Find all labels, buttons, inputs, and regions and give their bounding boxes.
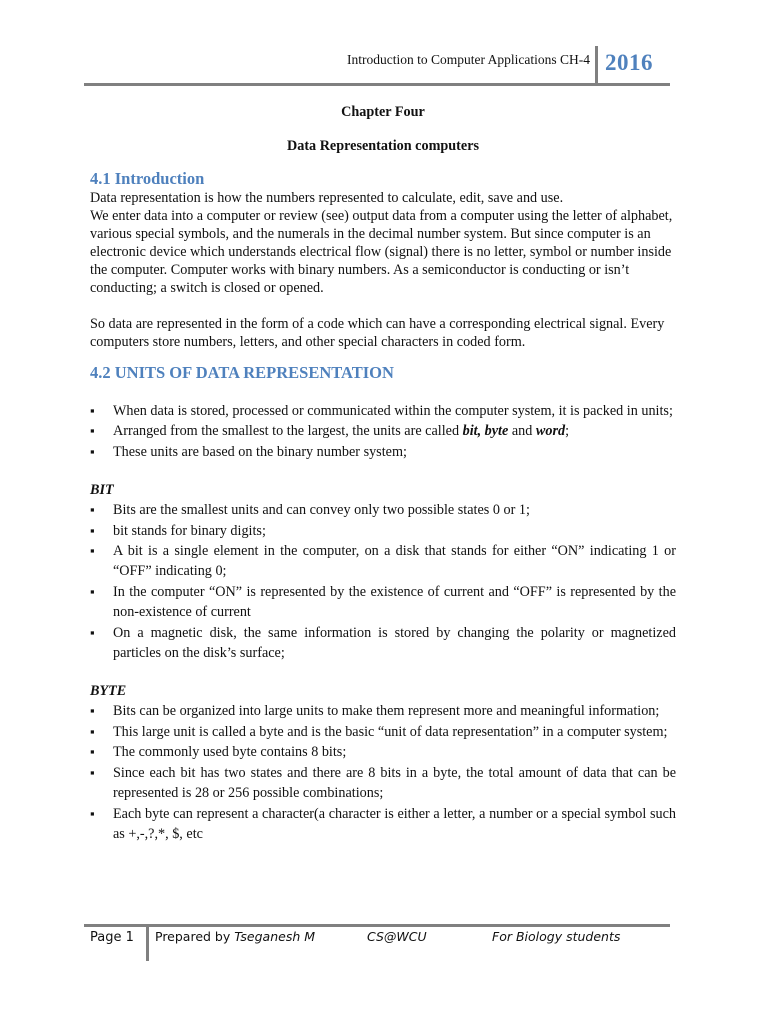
byte-list	[90, 701, 676, 844]
units-heading: 4.2 UNITS OF DATA REPRESENTATION	[90, 363, 394, 382]
term-word: word	[535, 423, 566, 440]
header-title: Introduction to Computer Applications CH-4	[347, 52, 590, 67]
bit-list	[90, 500, 676, 663]
list-item	[90, 421, 676, 441]
list-item: ▪ When data is stored, processed or communicated within the computer system, it is packed in units;	[90, 401, 676, 421]
list-item: ▪ This large unit is called a byte and is the basic “unit of data representation” in a computer system;	[90, 722, 676, 742]
page-content	[90, 101, 676, 844]
list-item: ▪ Bits are the smallest units and can convey only two possible states 0 or 1;	[90, 500, 676, 520]
list-item: ▪ Bits can be organized into large units to make them represent more and meaningful information;	[90, 701, 676, 721]
intro-paragraph-2: So data are represented in the form of a code which can have a corresponding electrical signal. Every computers store numbers, letters, and other special characters in coded form.	[90, 316, 665, 350]
byte-heading: BYTE	[90, 683, 127, 700]
header-divider	[595, 46, 598, 84]
chapter-subtitle: Data Representation computers	[286, 138, 480, 154]
list-item: ▪ A bit is a single element in the computer, on a disk that stands for either “ON” indicating 1 or “OFF” indicating 0;	[90, 541, 676, 582]
list-item: ▪ Since each bit has two states and there are 8 bits in a byte, the total amount of data that can be represented is 28 or 256 possible combinations;	[90, 763, 676, 804]
prepared-label: Prepared by	[155, 929, 235, 944]
list-item: ▪ These units are based on the binary number system;	[90, 442, 676, 462]
units-list	[90, 401, 676, 462]
footer-prepared-by	[155, 929, 315, 944]
footer-rule	[84, 924, 670, 927]
header-rule	[84, 83, 670, 86]
footer-audience: For Biology students	[492, 929, 621, 944]
list-item: ▪ The commonly used byte contains 8 bits;	[90, 742, 676, 762]
list-item: ▪ Each byte can represent a character(a character is either a letter, a number or a special symbol such as +,-,?,*, $, etc	[90, 804, 676, 845]
intro-line: Data representation is how the numbers represented to calculate, edit, save and use.	[90, 190, 564, 206]
list-item-text: Arranged from the smallest to the largest, the units are called	[113, 423, 463, 440]
term-bit-byte: bit, byte	[462, 423, 509, 440]
author-name: Tseganesh M	[234, 929, 316, 944]
intro-paragraph-1: We enter data into a computer or review (see) output data from a computer using the letter of alphabet, various special symbols, and the numerals in the decimal number system. But since computer is an electronic device which understands electrical flow (signal) there is no letter, symbol or number inside the computer. Computer works with binary numbers. As a semiconductor is conducting or isn’t conducting; a switch is closed or opened.	[90, 208, 673, 296]
chapter-title: Chapter Four	[341, 104, 425, 120]
list-item-text: and	[508, 423, 536, 440]
list-item: ▪ On a magnetic disk, the same information is stored by changing the polarity or magnetized particles on the disk’s surface;	[90, 623, 676, 664]
page-number: Page 1	[90, 930, 134, 945]
footer-divider	[146, 924, 149, 961]
footer-org: CS@WCU	[367, 929, 427, 944]
list-item: ▪ bit stands for binary digits;	[90, 521, 676, 541]
intro-heading: 4.1 Introduction	[90, 169, 205, 188]
list-item: ▪ In the computer “ON” is represented by the existence of current and “OFF” is represented by the non-existence of current	[90, 582, 676, 623]
list-item-text: ;	[565, 423, 570, 440]
paragraph-gap	[90, 297, 676, 315]
bit-heading: BIT	[90, 482, 114, 499]
header-year: 2016	[605, 50, 653, 75]
